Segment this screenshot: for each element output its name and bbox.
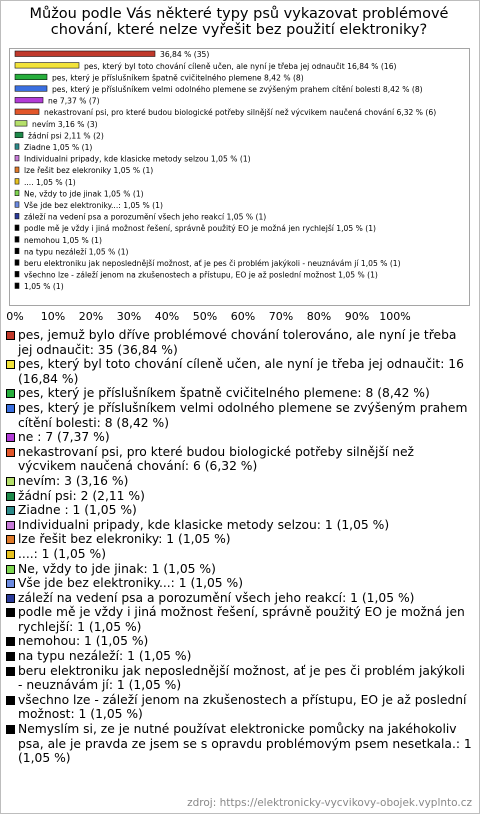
bar-2 [15,74,47,80]
legend-label: nemohou: 1 (1,05 %) [18,634,149,649]
legend-swatch [6,565,15,574]
legend-item [6,562,472,577]
legend-swatch [6,331,15,340]
legend-label: na typu nezáleží: 1 (1,05 %) [18,649,192,664]
legend-swatch [6,492,15,501]
x-tick-label: 0% [6,310,24,323]
legend-swatch [6,448,15,457]
legend-swatch [6,521,15,530]
bar-label-0: 36,84 % (35) [159,50,210,60]
legend-item [6,386,472,401]
chart-title: Můžou podle Vás některé typy psů vykazovat problémové chování, které nelze vyřešit bez použití elektroniky? [29,6,449,38]
bar-label-11: .... 1,05 % (1) [23,177,76,187]
bar-label-15: podle mě je vždy i jiná možnost řešení, správně použitý EO je možná jen rychlejší 1,05 % (1) [23,224,377,234]
bar-20 [15,283,19,289]
legend-label: Ziadne : 1 (1,05 %) [18,503,137,518]
bar-label-17: na typu nezáleží 1,05 % (1) [23,247,129,257]
bar-18 [15,260,19,266]
legend-label: nevím: 3 (3,16 %) [18,473,129,488]
legend-item [6,401,472,430]
x-tick-label: 80% [306,310,332,323]
bar-9 [15,155,19,161]
legend-item [6,693,472,722]
bar-label-6: nevím 3,16 % (3) [32,119,98,129]
legend-swatch [6,433,15,442]
legend-item [6,649,472,664]
legend-item [6,605,472,634]
bar-11 [15,179,19,185]
x-tick-label: 40% [154,310,180,323]
legend-item [6,474,472,489]
legend-swatch [6,696,15,705]
source-note: zdroj: https://elektronicky-vycvikovy-obojek.vyplnto.cz [187,797,472,809]
legend-label: pes, který je příslušníkem špatně cvičitelného plemene: 8 (8,42 %) [18,386,430,401]
legend-label: nekastrovaní psi, pro které budou biologické potřeby silnější než výcvikem naučená chování: 6 (6,32 %) [18,444,415,474]
legend-label: Nemyslím si, ze je nutné používat elektronicke pomůcky na jakéhokoliv psa, ale je pravda ze jsem se s opravdu problémovým psem nesetkala.: 1 (1,05 %) [18,722,472,766]
legend-label: pes, jemuž bylo dříve problémové chování tolerováno, ale nyní je třeba jej odnaučit: 35 (36,84 %) [18,328,457,357]
legend-swatch [6,667,15,676]
legend-swatch [6,637,15,646]
legend-item [6,576,472,591]
legend-swatch [6,477,15,486]
legend-item [6,445,472,474]
x-tick-label: 60% [230,310,256,323]
bar-label-10: lze řešit bez elekroniky 1,05 % (1) [23,166,154,176]
x-tick-label: 90% [344,310,370,323]
bar-15 [15,225,19,231]
legend-label: Individualni pripady, kde klasicke metody selzou: 1 (1,05 %) [18,517,390,532]
bar-label-16: nemohou 1,05 % (1) [23,235,102,245]
legend-label: žádní psi: 2 (2,11 %) [18,488,145,503]
bar-chart [0,0,480,330]
legend-label: pes, který byl toto chování cíleně učen, ale nyní je třeba jej odnaučit: 16 (16,84 %) [18,357,464,386]
bar-0 [15,51,155,57]
bar-label-1: pes, který byl toto chování cíleně učen, ale nyní je třeba jej odnaučit 16,84 % (16) [83,61,397,71]
x-tick-label: 20% [78,310,104,323]
legend-label: beru elektroniku jak neposlednější možnost, ať je pes či problém jakýkoli - neuznávám jí: 1 (1,05 %) [18,663,465,693]
x-tick-label: 70% [268,310,294,323]
bar-16 [15,237,19,243]
legend-swatch [6,550,15,559]
legend-item [6,532,472,547]
bar-13 [15,202,19,208]
legend-swatch [6,360,15,369]
legend-swatch [6,652,15,661]
legend-item [6,547,472,562]
legend-item [6,634,472,649]
legend-label: záleží na vedení psa a porozumění všech jeho reakcí: 1 (1,05 %) [18,590,415,605]
legend [6,328,472,766]
x-tick-label: 100% [379,310,411,323]
legend-item [6,430,472,445]
bar-4 [15,97,43,103]
bar-8 [15,144,19,150]
bar-19 [15,271,19,277]
legend-swatch [6,404,15,413]
bar-1 [15,63,79,69]
legend-swatch [6,389,15,398]
bar-3 [15,86,47,92]
legend-swatch [6,594,15,603]
legend-item [6,503,472,518]
bar-label-18: beru elektroniku jak neposlednější možnost, ať je pes či problém jakýkoli - neuznávám jí 1,05 % (1) [23,259,401,268]
legend-item [6,722,472,766]
bar-label-3: pes, který je příslušníkem velmi odolného plemene se zvýšeným prahem cítění bolesti 8,42 % (8) [51,85,423,94]
legend-label: Vše jde bez elektroniky...: 1 (1,05 %) [18,576,244,591]
legend-label: Ne, vždy to jde jinak: 1 (1,05 %) [18,561,216,576]
bar-17 [15,248,19,254]
legend-label: ....: 1 (1,05 %) [18,546,106,561]
legend-item [6,591,472,606]
bar-label-13: Vše jde bez elektroniky...: 1,05 % (1) [23,201,163,210]
bar-5 [15,109,39,115]
bar-label-19: všechno lze - záleží jenom na zkušenostech a přístupu, EO je až poslední možnost 1,05 % (1) [23,270,378,280]
legend-swatch [6,535,15,544]
bar-14 [15,213,19,219]
x-tick-label: 30% [116,310,142,323]
x-tick-label: 10% [40,310,66,323]
bar-12 [15,190,19,196]
bar-label-12: Ne, vždy to jde jinak 1,05 % (1) [23,189,144,199]
bar-label-9: Individualni pripady, kde klasicke metody selzou 1,05 % (1) [23,154,251,164]
bar-label-5: nekastrovaní psi, pro které budou biologické potřeby silnější než výcvikem naučená chování 6,32 % (6) [44,108,437,118]
legend-swatch [6,725,15,734]
legend-label: všechno lze - záleží jenom na zkušenostech a přístupu, EO je až poslední možnost: 1 (1,05 %) [18,692,467,722]
legend-swatch [6,506,15,515]
bar-label-20: 1,05 % (1) [23,282,64,292]
bar-label-7: žádní psi 2,11 % (2) [28,131,104,141]
legend-item [6,489,472,504]
legend-label: pes, který je příslušníkem velmi odolného plemene se zvýšeným prahem cítění bolesti: 8 (8,42 %) [18,400,468,430]
bar-6 [15,121,27,127]
legend-item [6,664,472,693]
x-tick-label: 50% [192,310,218,323]
legend-label: ne : 7 (7,37 %) [18,430,110,445]
bar-7 [15,132,23,138]
legend-item [6,518,472,533]
bar-label-2: pes, který je příslušníkem špatně cvičitelného plemene 8,42 % (8) [51,73,304,83]
legend-label: lze řešit bez elekroniky: 1 (1,05 %) [18,532,231,547]
bar-label-8: Ziadne 1,05 % (1) [23,143,93,152]
legend-label: podle mě je vždy i jiná možnost řešení, správně použitý EO je možná jen rychlejší: 1 (1,05 %) [18,605,465,634]
bar-10 [15,167,19,173]
bar-label-14: záleží na vedení psa a porozumění všech jeho reakcí 1,05 % (1) [23,212,267,222]
legend-swatch [6,608,15,617]
bar-label-4: ne 7,37 % (7) [48,96,100,106]
legend-item [6,328,472,357]
legend-item [6,357,472,386]
legend-swatch [6,579,15,588]
